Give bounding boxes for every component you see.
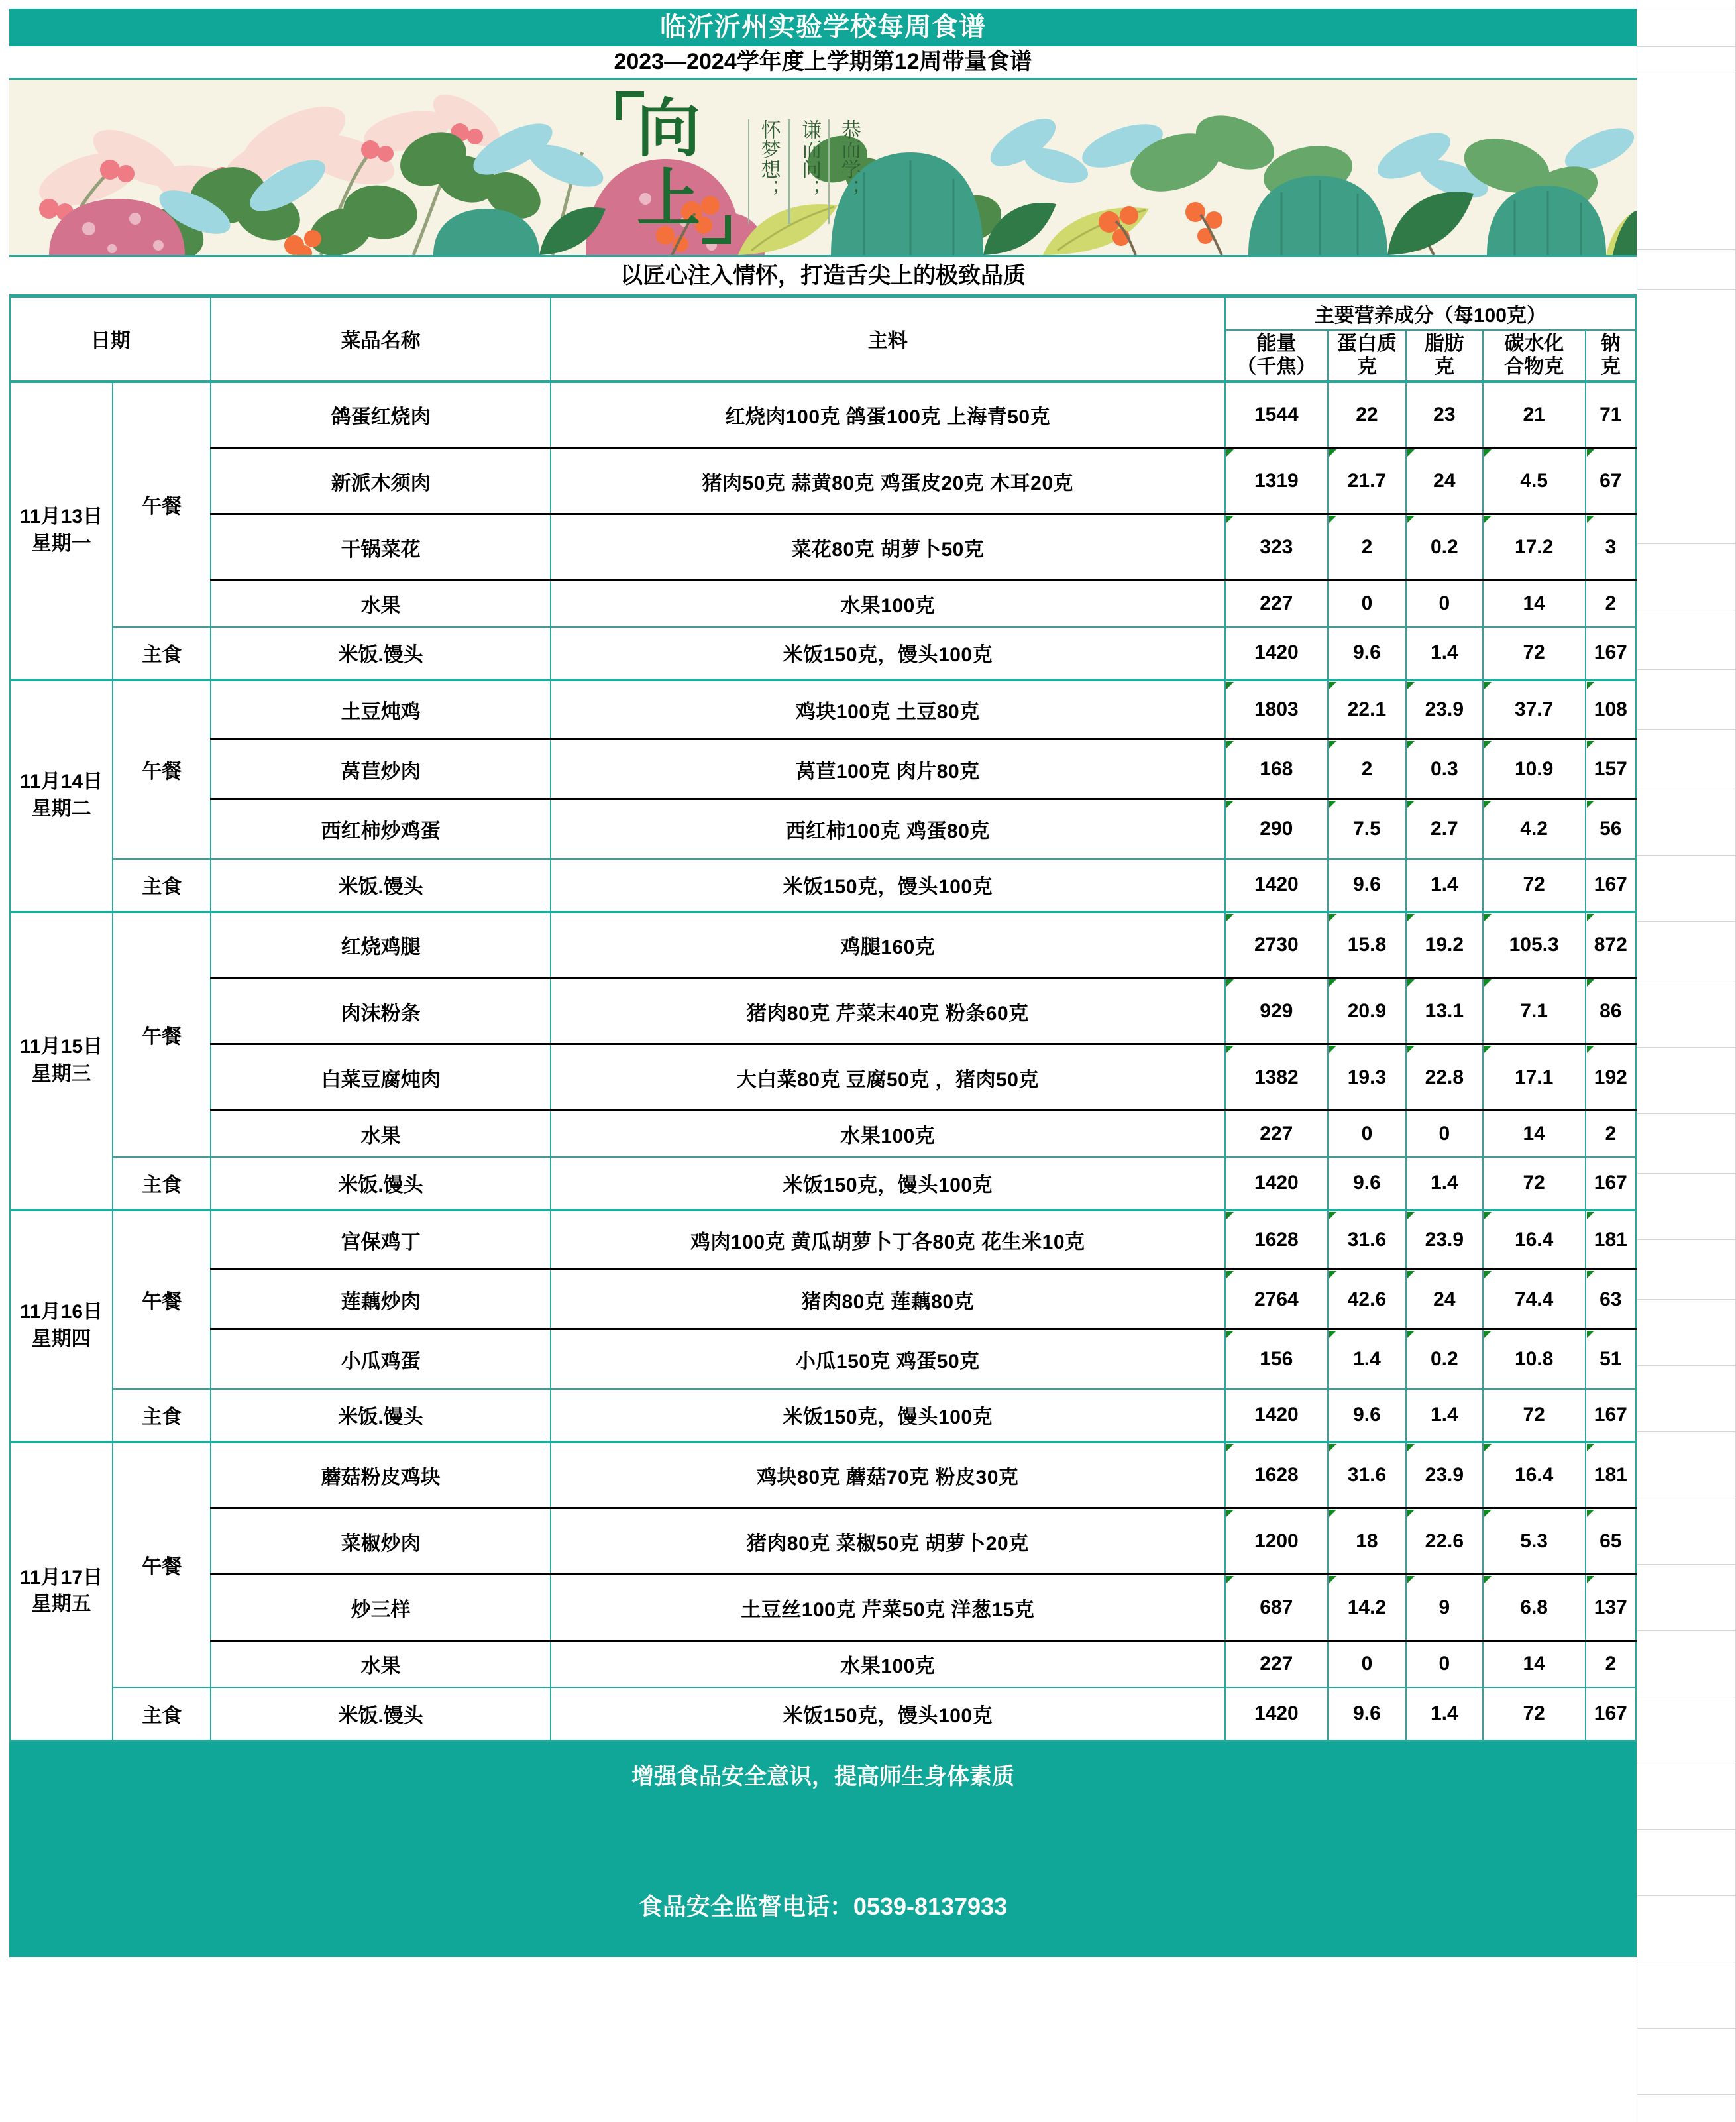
protein-cell: 9.6 (1328, 627, 1406, 680)
ingredients-cell: 米饭150克，馒头100克 (551, 1157, 1225, 1210)
energy-cell: 1628 (1225, 1442, 1328, 1508)
dish-name-cell: 水果 (211, 1111, 550, 1157)
date-line2: 星期四 (31, 1327, 91, 1350)
ingredients-cell: 猪肉80克 菜椒50克 胡萝卜20克 (551, 1508, 1225, 1575)
dish-name-cell: 蘑菇粉皮鸡块 (211, 1442, 550, 1508)
protein-cell: 31.6 (1328, 1210, 1406, 1270)
energy-cell: 1803 (1225, 680, 1328, 740)
sodium-cell: 2 (1586, 1111, 1636, 1157)
energy-cell: 1420 (1225, 1157, 1328, 1210)
table-row (10, 1329, 1636, 1389)
ingredients-cell: 菜花80克 胡萝卜50克 (551, 514, 1225, 581)
sodium-cell: 181 (1586, 1210, 1636, 1270)
fat-cell: 9 (1406, 1575, 1483, 1641)
sodium-cell: 71 (1586, 382, 1636, 448)
date-cell (10, 382, 113, 680)
energy-cell: 1319 (1225, 448, 1328, 514)
carb-cell: 37.7 (1483, 680, 1586, 740)
carb-cell: 16.4 (1483, 1210, 1586, 1270)
col-header-energy-line1: 能量 (1256, 333, 1297, 355)
sodium-cell: 56 (1586, 799, 1636, 859)
carb-cell: 72 (1483, 1389, 1586, 1442)
fat-cell: 19.2 (1406, 912, 1483, 978)
col-header-nutrition-group: 主要营养成分（每100克） (1225, 297, 1636, 330)
sodium-cell: 137 (1586, 1575, 1636, 1641)
table-row (10, 1270, 1636, 1329)
footer-slogan: 增强食品安全意识，提高师生身体素质 (631, 1763, 1014, 1789)
ingredients-cell: 大白菜80克 豆腐50克 ，猪肉50克 (551, 1044, 1225, 1111)
sodium-cell: 108 (1586, 680, 1636, 740)
col-header-dish: 菜品名称 (211, 297, 550, 382)
date-line1: 11月14日 (19, 771, 103, 793)
fat-cell: 0.2 (1406, 514, 1483, 581)
meal-type-lunch: 午餐 (113, 382, 211, 627)
ingredients-cell: 西红柿100克 鸡蛋80克 (551, 799, 1225, 859)
sodium-cell: 167 (1586, 859, 1636, 912)
banner-bracket-bottom-right-icon (702, 215, 731, 244)
table-row (10, 627, 1636, 680)
col-header-ingredients: 主料 (551, 297, 1225, 382)
date-cell (10, 1442, 113, 1740)
meal-type-staple: 主食 (113, 1687, 211, 1740)
energy-cell: 168 (1225, 740, 1328, 799)
fat-cell: 0.3 (1406, 740, 1483, 799)
col-header-sodium-line2: 克 (1600, 356, 1621, 378)
dish-name-cell: 肉沫粉条 (211, 978, 550, 1044)
empty-gutter-column (1637, 0, 1736, 2122)
col-header-sodium-line1: 钠 (1600, 333, 1621, 355)
energy-cell: 1420 (1225, 627, 1328, 680)
fat-cell: 23.9 (1406, 1442, 1483, 1508)
footer-banner (9, 1741, 1637, 1957)
carb-cell: 21 (1483, 382, 1586, 448)
carb-cell: 72 (1483, 1687, 1586, 1740)
carb-cell: 10.8 (1483, 1329, 1586, 1389)
ingredients-cell: 猪肉50克 蒜黄80克 鸡蛋皮20克 木耳20克 (551, 448, 1225, 514)
ingredients-cell: 米饭150克，馒头100克 (551, 1687, 1225, 1740)
dish-name-cell: 菜椒炒肉 (211, 1508, 550, 1575)
sodium-cell: 167 (1586, 1389, 1636, 1442)
ingredients-cell: 鸡块80克 蘑菇70克 粉皮30克 (551, 1442, 1225, 1508)
table-row (10, 1389, 1636, 1442)
col-header-carb (1483, 330, 1586, 382)
protein-cell: 14.2 (1328, 1575, 1406, 1641)
table-row (10, 1044, 1636, 1111)
dish-name-cell: 土豆炖鸡 (211, 680, 550, 740)
sodium-cell: 181 (1586, 1442, 1636, 1508)
ingredients-cell: 水果100克 (551, 1111, 1225, 1157)
fat-cell: 1.4 (1406, 1687, 1483, 1740)
energy-cell: 929 (1225, 978, 1328, 1044)
col-header-protein-line1: 蛋白质 (1336, 333, 1397, 355)
fat-cell: 0 (1406, 1641, 1483, 1687)
sodium-cell: 167 (1586, 1687, 1636, 1740)
protein-cell: 0 (1328, 1641, 1406, 1687)
dish-name-cell: 小瓜鸡蛋 (211, 1329, 550, 1389)
ingredients-cell: 鸡肉100克 黄瓜胡萝卜丁各80克 花生米10克 (551, 1210, 1225, 1270)
carb-cell: 14 (1483, 581, 1586, 627)
table-row (10, 912, 1636, 978)
fat-cell: 24 (1406, 1270, 1483, 1329)
sodium-cell: 2 (1586, 581, 1636, 627)
table-row (10, 581, 1636, 627)
carb-cell: 17.1 (1483, 1044, 1586, 1111)
meal-type-staple: 主食 (113, 859, 211, 912)
dish-name-cell: 米饭.馒头 (211, 1157, 550, 1210)
dish-name-cell: 新派木须肉 (211, 448, 550, 514)
menu-document (9, 9, 1637, 1957)
ingredients-cell: 猪肉80克 芹菜末40克 粉条60克 (551, 978, 1225, 1044)
fat-cell: 24 (1406, 448, 1483, 514)
col-header-date: 日期 (10, 297, 211, 382)
date-line2: 星期一 (31, 532, 91, 555)
protein-cell: 0 (1328, 581, 1406, 627)
protein-cell: 9.6 (1328, 859, 1406, 912)
fat-cell: 1.4 (1406, 627, 1483, 680)
table-row (10, 1111, 1636, 1157)
carb-cell: 7.1 (1483, 978, 1586, 1044)
energy-cell: 1544 (1225, 382, 1328, 448)
carb-cell: 5.3 (1483, 1508, 1586, 1575)
protein-cell: 2 (1328, 740, 1406, 799)
carb-cell: 72 (1483, 627, 1586, 680)
carb-cell: 14 (1483, 1641, 1586, 1687)
fat-cell: 1.4 (1406, 1389, 1483, 1442)
carb-cell: 72 (1483, 859, 1586, 912)
date-line1: 11月15日 (19, 1036, 103, 1058)
sodium-cell: 157 (1586, 740, 1636, 799)
energy-cell: 1420 (1225, 859, 1328, 912)
ingredients-cell: 米饭150克，馒头100克 (551, 859, 1225, 912)
date-line2: 星期五 (31, 1593, 91, 1616)
page-title: 临沂沂州实验学校每周食谱 (9, 9, 1637, 46)
col-header-fat-line2: 克 (1434, 356, 1454, 378)
table-row (10, 978, 1636, 1044)
fat-cell: 0.2 (1406, 1329, 1483, 1389)
table-row (10, 799, 1636, 859)
dish-name-cell: 宫保鸡丁 (211, 1210, 550, 1270)
fat-cell: 22.6 (1406, 1508, 1483, 1575)
sodium-cell: 63 (1586, 1270, 1636, 1329)
dish-name-cell: 莴苣炒肉 (211, 740, 550, 799)
page-subtitle: 2023—2024学年度上学期第12周带量食谱 (9, 46, 1637, 80)
date-line2: 星期二 (31, 797, 91, 820)
ingredients-cell: 猪肉80克 莲藕80克 (551, 1270, 1225, 1329)
footer-spacer (9, 1812, 1637, 1875)
table-row (10, 740, 1636, 799)
col-header-sodium (1586, 330, 1636, 382)
carb-cell: 16.4 (1483, 1442, 1586, 1508)
protein-cell: 7.5 (1328, 799, 1406, 859)
date-line1: 11月16日 (19, 1301, 103, 1323)
energy-cell: 227 (1225, 1111, 1328, 1157)
protein-cell: 9.6 (1328, 1389, 1406, 1442)
decorative-banner (9, 80, 1637, 257)
protein-cell: 42.6 (1328, 1270, 1406, 1329)
dish-name-cell: 莲藕炒肉 (211, 1270, 550, 1329)
carb-cell: 14 (1483, 1111, 1586, 1157)
fat-cell: 22.8 (1406, 1044, 1483, 1111)
table-row (10, 680, 1636, 740)
dish-name-cell: 炒三样 (211, 1575, 550, 1641)
footer-bottom-pad (9, 1938, 1637, 1957)
sodium-cell: 872 (1586, 912, 1636, 978)
dish-name-cell: 米饭.馒头 (211, 1389, 550, 1442)
slogan-bar: 以匠心注入情怀，打造舌尖上的极致品质 (9, 257, 1637, 296)
protein-cell: 20.9 (1328, 978, 1406, 1044)
col-header-energy (1225, 330, 1328, 382)
energy-cell: 1420 (1225, 1389, 1328, 1442)
table-body (10, 382, 1636, 1740)
protein-cell: 18 (1328, 1508, 1406, 1575)
table-row (10, 448, 1636, 514)
dish-name-cell: 红烧鸡腿 (211, 912, 550, 978)
protein-cell: 0 (1328, 1111, 1406, 1157)
sodium-cell: 192 (1586, 1044, 1636, 1111)
energy-cell: 2764 (1225, 1270, 1328, 1329)
fat-cell: 23.9 (1406, 1210, 1483, 1270)
carb-cell: 4.5 (1483, 448, 1586, 514)
col-header-fat (1406, 330, 1483, 382)
meal-type-staple: 主食 (113, 1389, 211, 1442)
date-cell (10, 1210, 113, 1442)
carb-cell: 72 (1483, 1157, 1586, 1210)
dish-name-cell: 鸽蛋红烧肉 (211, 382, 550, 448)
carb-cell: 4.2 (1483, 799, 1586, 859)
fat-cell: 2.7 (1406, 799, 1483, 859)
fat-cell: 1.4 (1406, 859, 1483, 912)
table-row (10, 1575, 1636, 1641)
meal-type-staple: 主食 (113, 627, 211, 680)
protein-cell: 2 (1328, 514, 1406, 581)
date-cell (10, 680, 113, 912)
carb-cell: 6.8 (1483, 1575, 1586, 1641)
dish-name-cell: 白菜豆腐炖肉 (211, 1044, 550, 1111)
sodium-cell: 86 (1586, 978, 1636, 1044)
fat-cell: 1.4 (1406, 1157, 1483, 1210)
footer-hotline: 食品安全监督电话：0539-8137933 (638, 1892, 1008, 1920)
col-header-carb-line1: 碳水化 (1504, 333, 1564, 355)
carb-cell: 105.3 (1483, 912, 1586, 978)
col-header-carb-line2: 合物克 (1504, 356, 1564, 378)
date-line2: 星期三 (31, 1062, 91, 1085)
table-header (10, 297, 1636, 382)
table-row (10, 514, 1636, 581)
motto-column-1: 恭而学； (828, 119, 868, 224)
table-row (10, 1687, 1636, 1740)
banner-word-top: 向 (637, 93, 700, 164)
col-header-protein-line2: 克 (1356, 356, 1377, 378)
carb-cell: 10.9 (1483, 740, 1586, 799)
ingredients-cell: 鸡腿160克 (551, 912, 1225, 978)
energy-cell: 1420 (1225, 1687, 1328, 1740)
dish-name-cell: 米饭.馒头 (211, 1687, 550, 1740)
protein-cell: 22.1 (1328, 680, 1406, 740)
dish-name-cell: 水果 (211, 1641, 550, 1687)
motto-column-3: 怀梦想； (748, 119, 789, 224)
col-header-fat-line1: 脂肪 (1424, 333, 1464, 355)
protein-cell: 9.6 (1328, 1157, 1406, 1210)
ingredients-cell: 土豆丝100克 芹菜50克 洋葱15克 (551, 1575, 1225, 1641)
sodium-cell: 2 (1586, 1641, 1636, 1687)
fat-cell: 23 (1406, 382, 1483, 448)
meal-type-lunch: 午餐 (113, 680, 211, 859)
table-row (10, 382, 1636, 448)
protein-cell: 9.6 (1328, 1687, 1406, 1740)
dish-name-cell: 米饭.馒头 (211, 859, 550, 912)
meal-type-lunch: 午餐 (113, 1442, 211, 1687)
dish-name-cell: 干锅菜花 (211, 514, 550, 581)
table-row (10, 1508, 1636, 1575)
protein-cell: 19.3 (1328, 1044, 1406, 1111)
meal-type-lunch: 午餐 (113, 912, 211, 1157)
fat-cell: 13.1 (1406, 978, 1483, 1044)
ingredients-cell: 水果100克 (551, 581, 1225, 627)
ingredients-cell: 小瓜150克 鸡蛋50克 (551, 1329, 1225, 1389)
date-line1: 11月17日 (19, 1566, 103, 1589)
fat-cell: 23.9 (1406, 680, 1483, 740)
col-header-protein (1328, 330, 1406, 382)
protein-cell: 22 (1328, 382, 1406, 448)
sodium-cell: 167 (1586, 627, 1636, 680)
protein-cell: 15.8 (1328, 912, 1406, 978)
protein-cell: 31.6 (1328, 1442, 1406, 1508)
energy-cell: 1628 (1225, 1210, 1328, 1270)
sodium-cell: 3 (1586, 514, 1636, 581)
table-row (10, 859, 1636, 912)
date-line1: 11月13日 (19, 506, 103, 528)
carb-cell: 74.4 (1483, 1270, 1586, 1329)
energy-cell: 2730 (1225, 912, 1328, 978)
dish-name-cell: 米饭.馒头 (211, 627, 550, 680)
motto-column-2: 谦而问； (789, 119, 829, 224)
protein-cell: 1.4 (1328, 1329, 1406, 1389)
dish-name-cell: 水果 (211, 581, 550, 627)
ingredients-cell: 米饭150克，馒头100克 (551, 1389, 1225, 1442)
banner-motto (748, 119, 868, 224)
carb-cell: 17.2 (1483, 514, 1586, 581)
meal-type-staple: 主食 (113, 1157, 211, 1210)
energy-cell: 323 (1225, 514, 1328, 581)
energy-cell: 687 (1225, 1575, 1328, 1641)
ingredients-cell: 红烧肉100克 鸽蛋100克 上海青50克 (551, 382, 1225, 448)
table-row (10, 1157, 1636, 1210)
table-row (10, 1641, 1636, 1687)
fat-cell: 0 (1406, 581, 1483, 627)
ingredients-cell: 莴苣100克 肉片80克 (551, 740, 1225, 799)
dish-name-cell: 西红柿炒鸡蛋 (211, 799, 550, 859)
sodium-cell: 67 (1586, 448, 1636, 514)
energy-cell: 1200 (1225, 1508, 1328, 1575)
sodium-cell: 167 (1586, 1157, 1636, 1210)
ingredients-cell: 米饭150克，馒头100克 (551, 627, 1225, 680)
table-row (10, 1442, 1636, 1508)
sodium-cell: 65 (1586, 1508, 1636, 1575)
weekly-menu-table (9, 296, 1637, 1741)
energy-cell: 227 (1225, 1641, 1328, 1687)
date-cell (10, 912, 113, 1210)
table-row (10, 1210, 1636, 1270)
col-header-energy-line2: （千焦） (1236, 356, 1317, 378)
energy-cell: 1382 (1225, 1044, 1328, 1111)
energy-cell: 227 (1225, 581, 1328, 627)
ingredients-cell: 鸡块100克 土豆80克 (551, 680, 1225, 740)
energy-cell: 156 (1225, 1329, 1328, 1389)
banner-word-bottom: 上 (637, 164, 700, 235)
ingredients-cell: 水果100克 (551, 1641, 1225, 1687)
fat-cell: 0 (1406, 1111, 1483, 1157)
energy-cell: 290 (1225, 799, 1328, 859)
protein-cell: 21.7 (1328, 448, 1406, 514)
meal-type-lunch: 午餐 (113, 1210, 211, 1389)
sodium-cell: 51 (1586, 1329, 1636, 1389)
